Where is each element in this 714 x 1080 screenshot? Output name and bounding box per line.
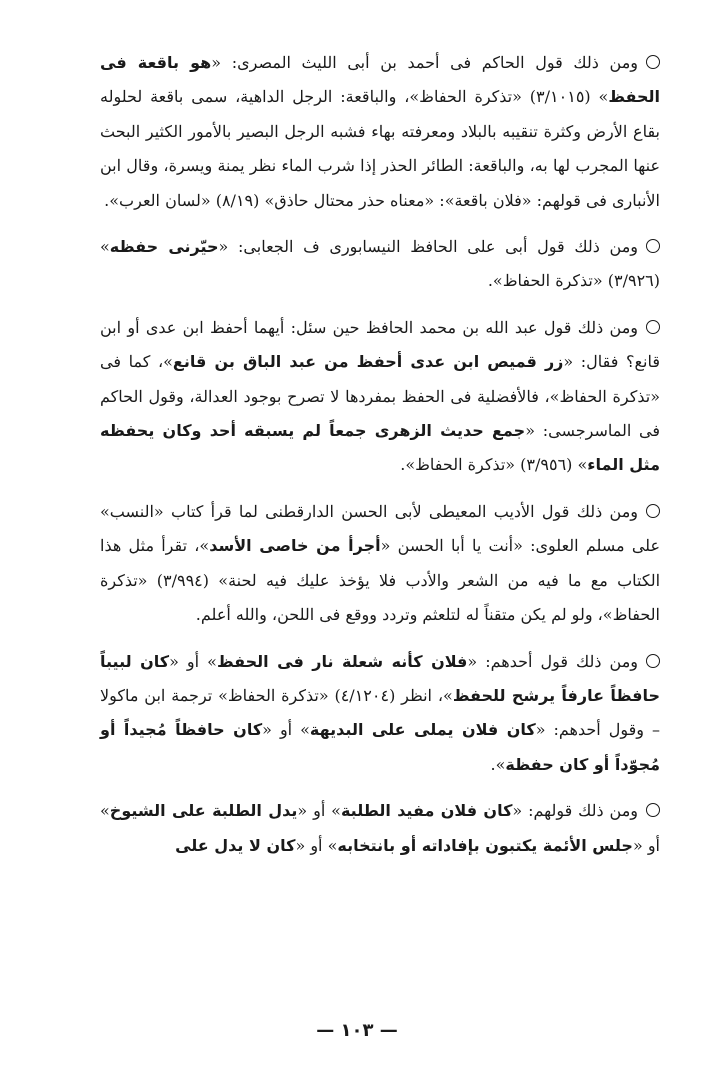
text-run: » أو « (295, 835, 338, 855)
text-run: ومن ذلك قول الأديب المعيطى لأبى الحسن الدارقطنى لما قرأ كتاب «النسب» على مسلم العلوى: «أنت يا أبا الحسن « (100, 501, 661, 556)
page-body (100, 46, 660, 875)
circle-bullet-icon (646, 803, 660, 817)
paragraph (100, 645, 660, 783)
bold-quote: جلس الأئمة يكتبون بإفاداته أو بانتخابه (337, 835, 633, 855)
text-run: » أو « (169, 651, 217, 671)
paragraph (100, 495, 660, 633)
circle-bullet-icon (646, 654, 660, 668)
text-run: » أو « (100, 801, 660, 855)
bold-quote: كان حافظاً مُجيداً أو مُجوّداً أو كان حفظة (100, 720, 660, 774)
text-run: » (٣/٩٢٦) «تذكرة الحفاظ». (100, 237, 660, 291)
paragraph (100, 230, 660, 299)
text-run: »، تقرأ مثل هذا الكتاب مع ما فيه من الشعر والأدب فلا يؤخذ عليك فيه لحنة» (٣/٩٩٤) «تذكرة الحفاظ»، ولو لم يكن متقناً له لتلعثم وتردد ووقع فى اللحن، والله أعلم. (100, 536, 661, 625)
text-run: »، كما فى «تذكرة الحفاظ»، فالأفضلية فى الحفظ بمفردها لا تصرح بوجود العدالة، وقول الحاكم فى الماسرجسى: « (100, 352, 661, 441)
paragraph (100, 46, 660, 218)
bold-quote: زر قميص ابن عدى أحفظ من عبد الباق بن قانع (172, 352, 564, 372)
page-number: — ١٠٣ — (316, 1020, 398, 1041)
text-run: » أو « (297, 801, 341, 821)
circle-bullet-icon (646, 504, 660, 518)
bold-quote: أجرأ من خاصى الأسد (209, 536, 381, 556)
circle-bullet-icon (646, 320, 660, 334)
paragraph (100, 794, 660, 863)
bold-quote: كان لا يدل على (175, 835, 296, 855)
text-run: ومن ذلك قول الحاكم فى أحمد بن أبى الليث المصرى: « (211, 53, 638, 72)
bold-quote: حيّرنى حفظه (109, 237, 219, 257)
circle-bullet-icon (646, 55, 660, 69)
bold-quote: كان لبيباً حافظاً عارفاً يرشح للحفظ (100, 651, 661, 705)
bold-quote: كان فلان يملى على البديهة (309, 720, 536, 740)
text-run: ومن ذلك قول أبى على الحافظ النيسابورى ف الجعابى: « (218, 237, 638, 257)
bold-quote: كان فلان مفيد الطلبة (340, 801, 513, 821)
paragraph (100, 311, 660, 483)
text-run: » (٣/١٠١٥) «تذكرة الحفاظ»، والباقعة: الرجل الداهية، سمى باقعة لحلوله بقاع الأرض وكثرة تنقيبه بالبلاد ومعرفته بهاء فشبه الرجل البصير بالأمور الكثير البحث عنها المجرب لها به، والباقعة: الطائر الحذر إذا شرب الماء نظر يمنة ويسرة، وقال ابن الأنبارى فى قولهم: «فلان باقعة»: «معناه حذر محتال حاذق» (٨/١٩) «لسان العرب». (100, 87, 660, 210)
text-run: ومن ذلك قول أحدهم: « (467, 651, 639, 671)
bold-quote: هو باقعة فى الحفظ (100, 53, 660, 107)
circle-bullet-icon (646, 239, 660, 253)
text-run: ومن ذلك قول عبد الله بن محمد الحافظ حين سئل: أيهما أحفظ ابن عدى أو ابن قانع؟ فقال: « (100, 317, 661, 372)
text-run: » أو « (262, 720, 310, 740)
text-run: ». (490, 754, 506, 774)
text-run: ومن ذلك قولهم: « (512, 801, 639, 821)
bold-quote: جمع حديث الزهرى جمعاً لم يسبقه أحد وكان يحفظه مثل الماء (100, 421, 660, 475)
text-run: »، انظر (٤/١٢٠٤) «تذكرة الحفاظ» ترجمة ابن ماكولا – وقول أحدهم: « (100, 685, 660, 740)
text-run: » (٣/٩٥٦) «تذكرة الحفاظ». (400, 455, 588, 475)
bold-quote: فلان كأنه شعلة نار فى الحفظ (216, 651, 468, 671)
bold-quote: يدل الطلبة على الشيوخ (109, 801, 298, 821)
